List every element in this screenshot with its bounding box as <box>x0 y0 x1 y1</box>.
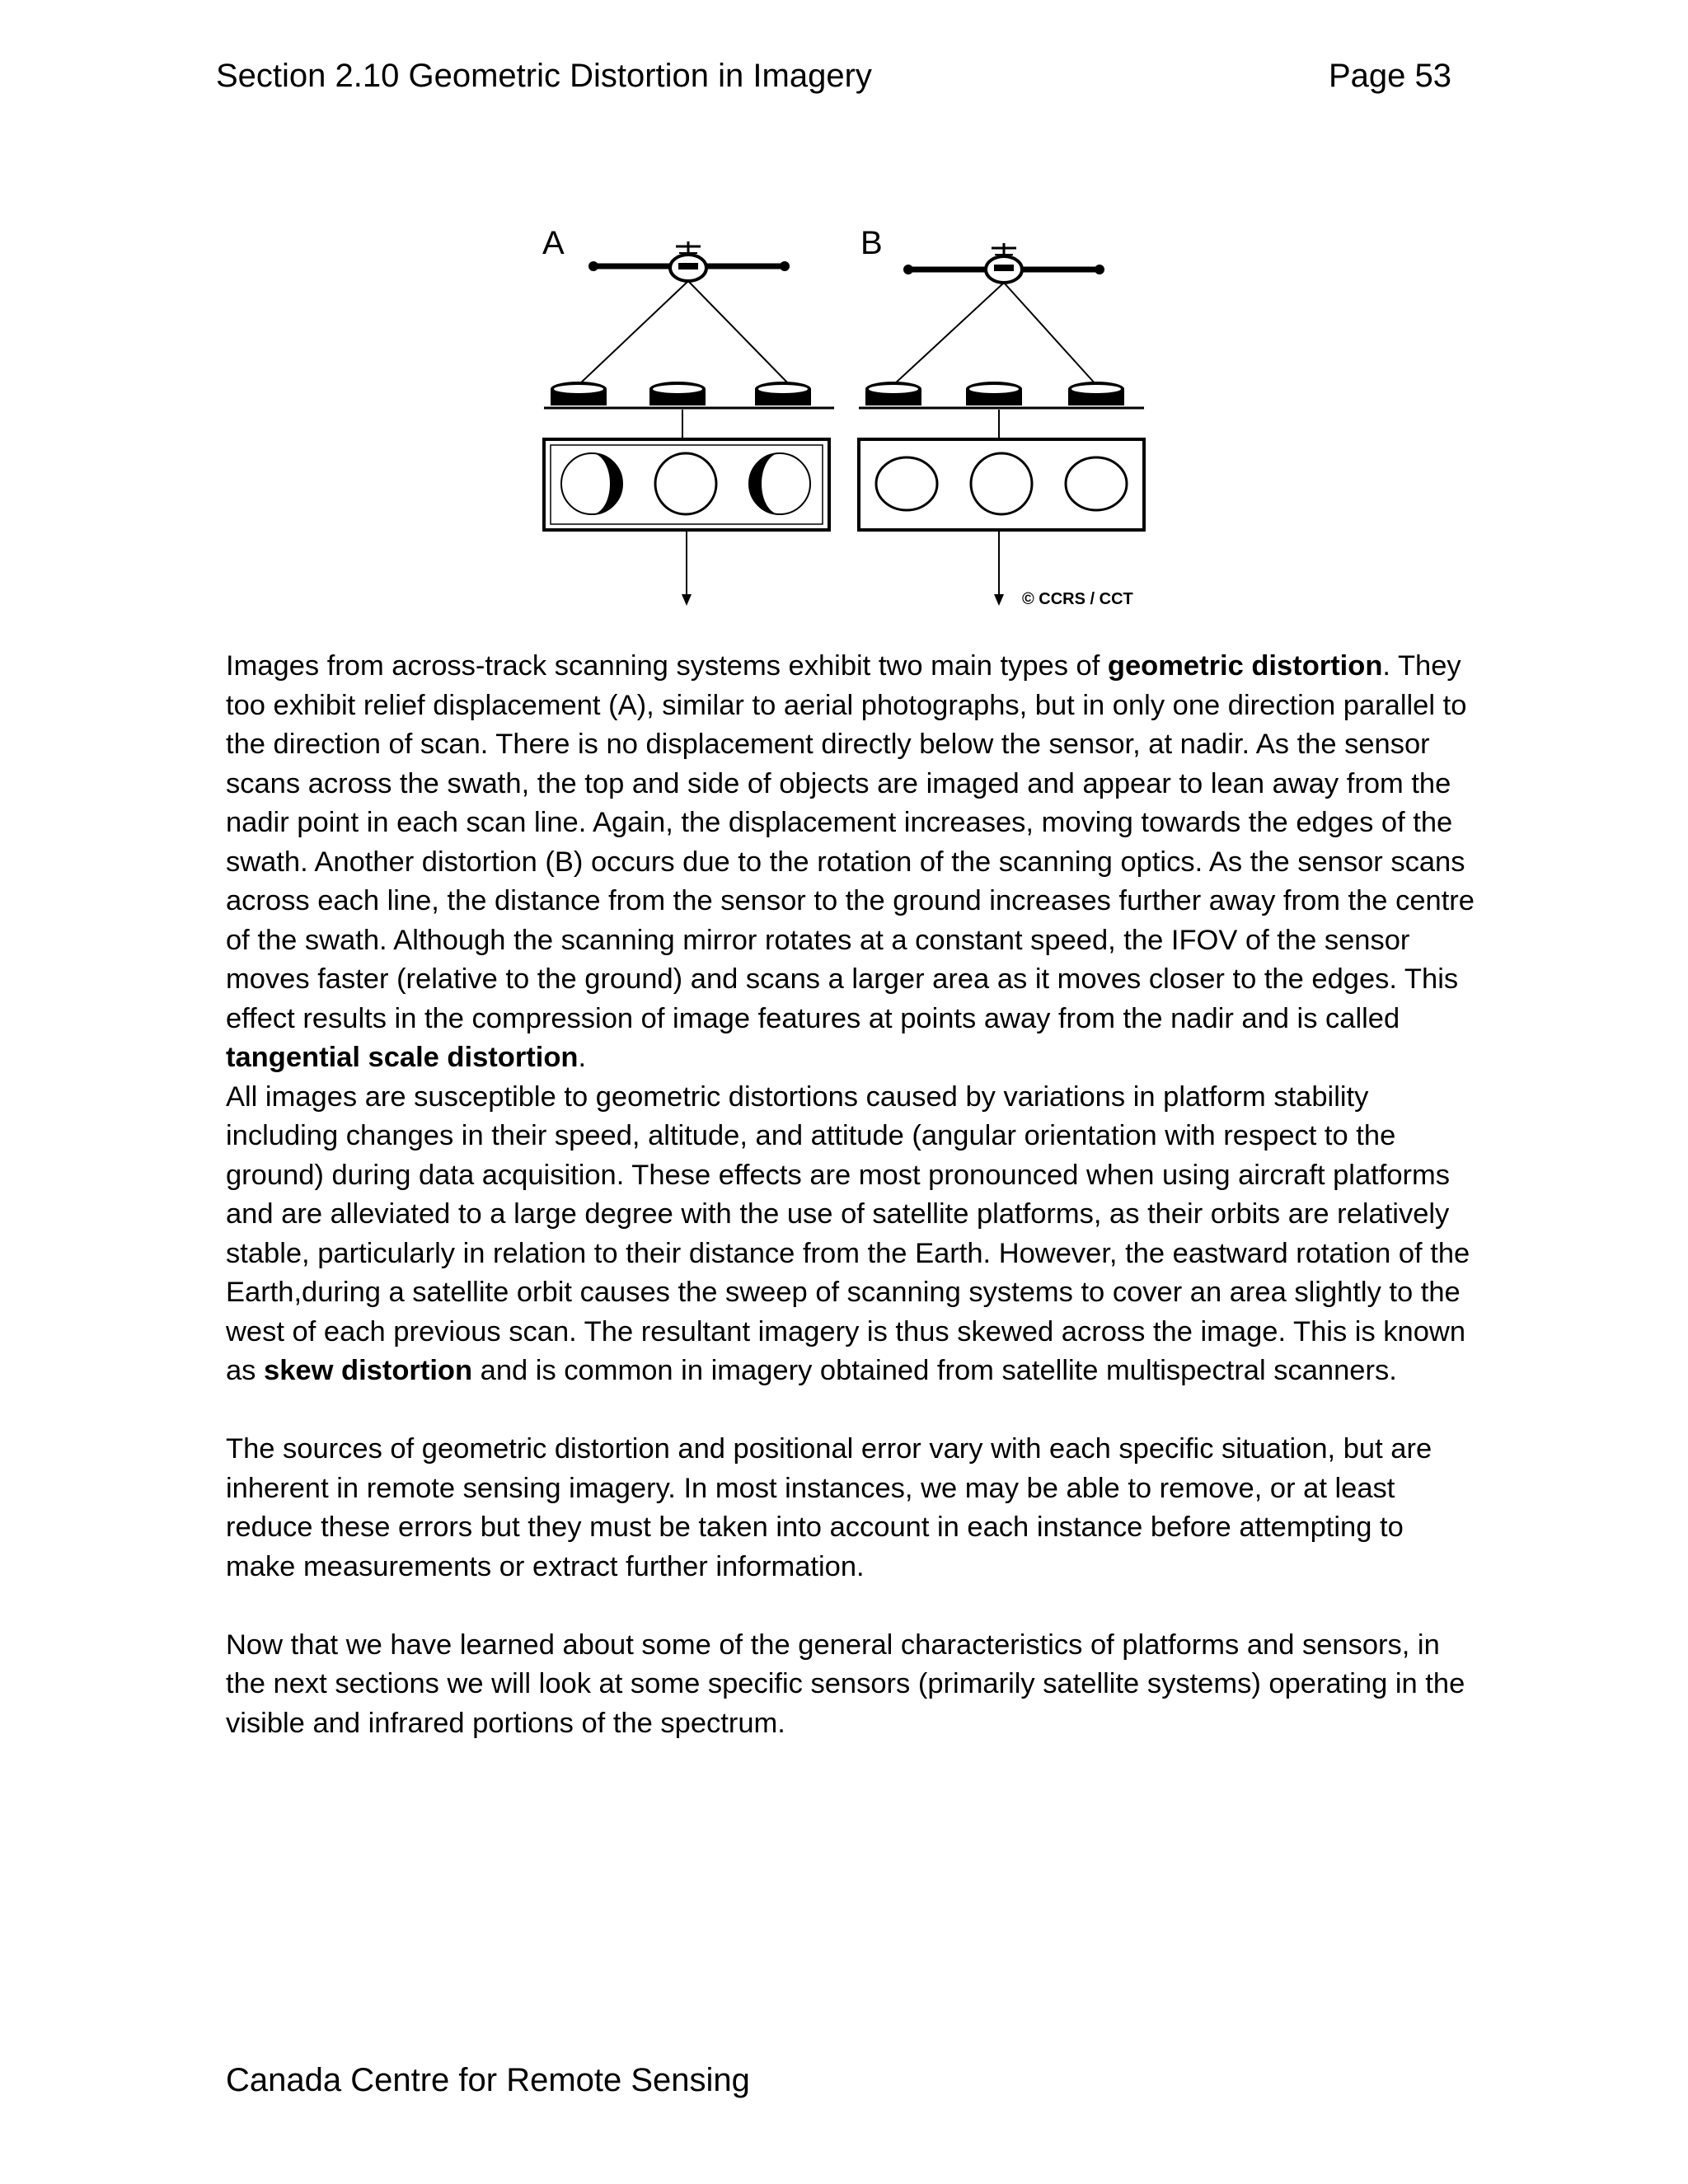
panel-a-label: A <box>542 225 565 261</box>
page-footer: Canada Centre for Remote Sensing <box>226 2062 750 2098</box>
panel-a-ground-objects <box>551 382 811 405</box>
panel-b <box>859 225 1144 608</box>
panel-b-label: B <box>860 225 883 261</box>
p2-text-start: All images are susceptible to geometric distortions caused by variations in platform stability including changes in their speed, altitude, and attitude (angular orientation with respect to the ground) during data acquisition. These effects are most pronounced when using aircraft platforms and are alleviated to a large degree with the use of satellite platforms, as their orbits are relatively stable, particularly in relation to their distance from the Earth. However, the eastward rotation of the Earth,during a satellite orbit causes the sweep of scanning systems to cover an area slightly to the west of each previous scan. The resultant imagery is thus skewed across the image. This is known as <box>226 1080 1470 1386</box>
p1-text-middle: . They too exhibit relief displacement (A), similar to aerial photographs, but in only one direction parallel to the direction of scan. There is no displacement directly below the sensor, at nadir. As the sensor scans across the swath, the top and side of objects are imaged and appear to lean away from the nadir point in each scan line. Again, the displacement increases, moving towards the edges of the swath. Another distortion (B) occurs due to the rotation of the scanning optics. As the sensor scans across each line, the distance from the sensor to the ground increases further away from the centre of the swath. Although the scanning mirror rotates at a constant speed, the IFOV of the sensor moves faster (relative to the ground) and scans a larger area as it moves closer to the edges. This effect results in the compression of image features at points away from the nadir and is called <box>226 650 1475 1034</box>
term-geometric-distortion: geometric distortion <box>1107 650 1383 682</box>
geometric-distortion-figure <box>528 210 1154 622</box>
paragraph-3: The sources of geometric distortion and positional error vary with each specific situation, but are inherent in remote sensing imagery. In most instances, we may be able to remove, or at least reduce these errors but they must be taken into account in each instance before attempting to make measurements or extract further information. <box>226 1433 1432 1582</box>
page-header-title: Section 2.10 Geometric Distortion in Imagery <box>216 58 872 94</box>
p2-text-end: and is common in imagery obtained from satellite multispectral scanners. <box>472 1355 1397 1386</box>
paragraph-2 <box>226 1078 1479 1391</box>
paragraph-4: Now that we have learned about some of the general characteristics of platforms and sensors, in the next sections we will look at some specific sensors (primarily satellite systems) operating in the visible and infrared portions of the spectrum. <box>226 1629 1465 1739</box>
panel-b-ground-objects <box>865 382 1124 405</box>
term-tangential-scale-distortion: tangential scale distortion <box>226 1042 579 1073</box>
figure-copyright: © CCRS / CCT <box>1022 590 1133 608</box>
paragraph-1 <box>226 647 1479 1078</box>
body-text <box>226 647 1479 1743</box>
page-number: Page 53 <box>1329 58 1452 94</box>
p1-text-end: . <box>578 1042 587 1073</box>
term-skew-distortion: skew distortion <box>264 1355 473 1386</box>
p1-text-start: Images from across-track scanning systems exhibit two main types of <box>226 650 1108 682</box>
panel-a <box>542 225 834 606</box>
